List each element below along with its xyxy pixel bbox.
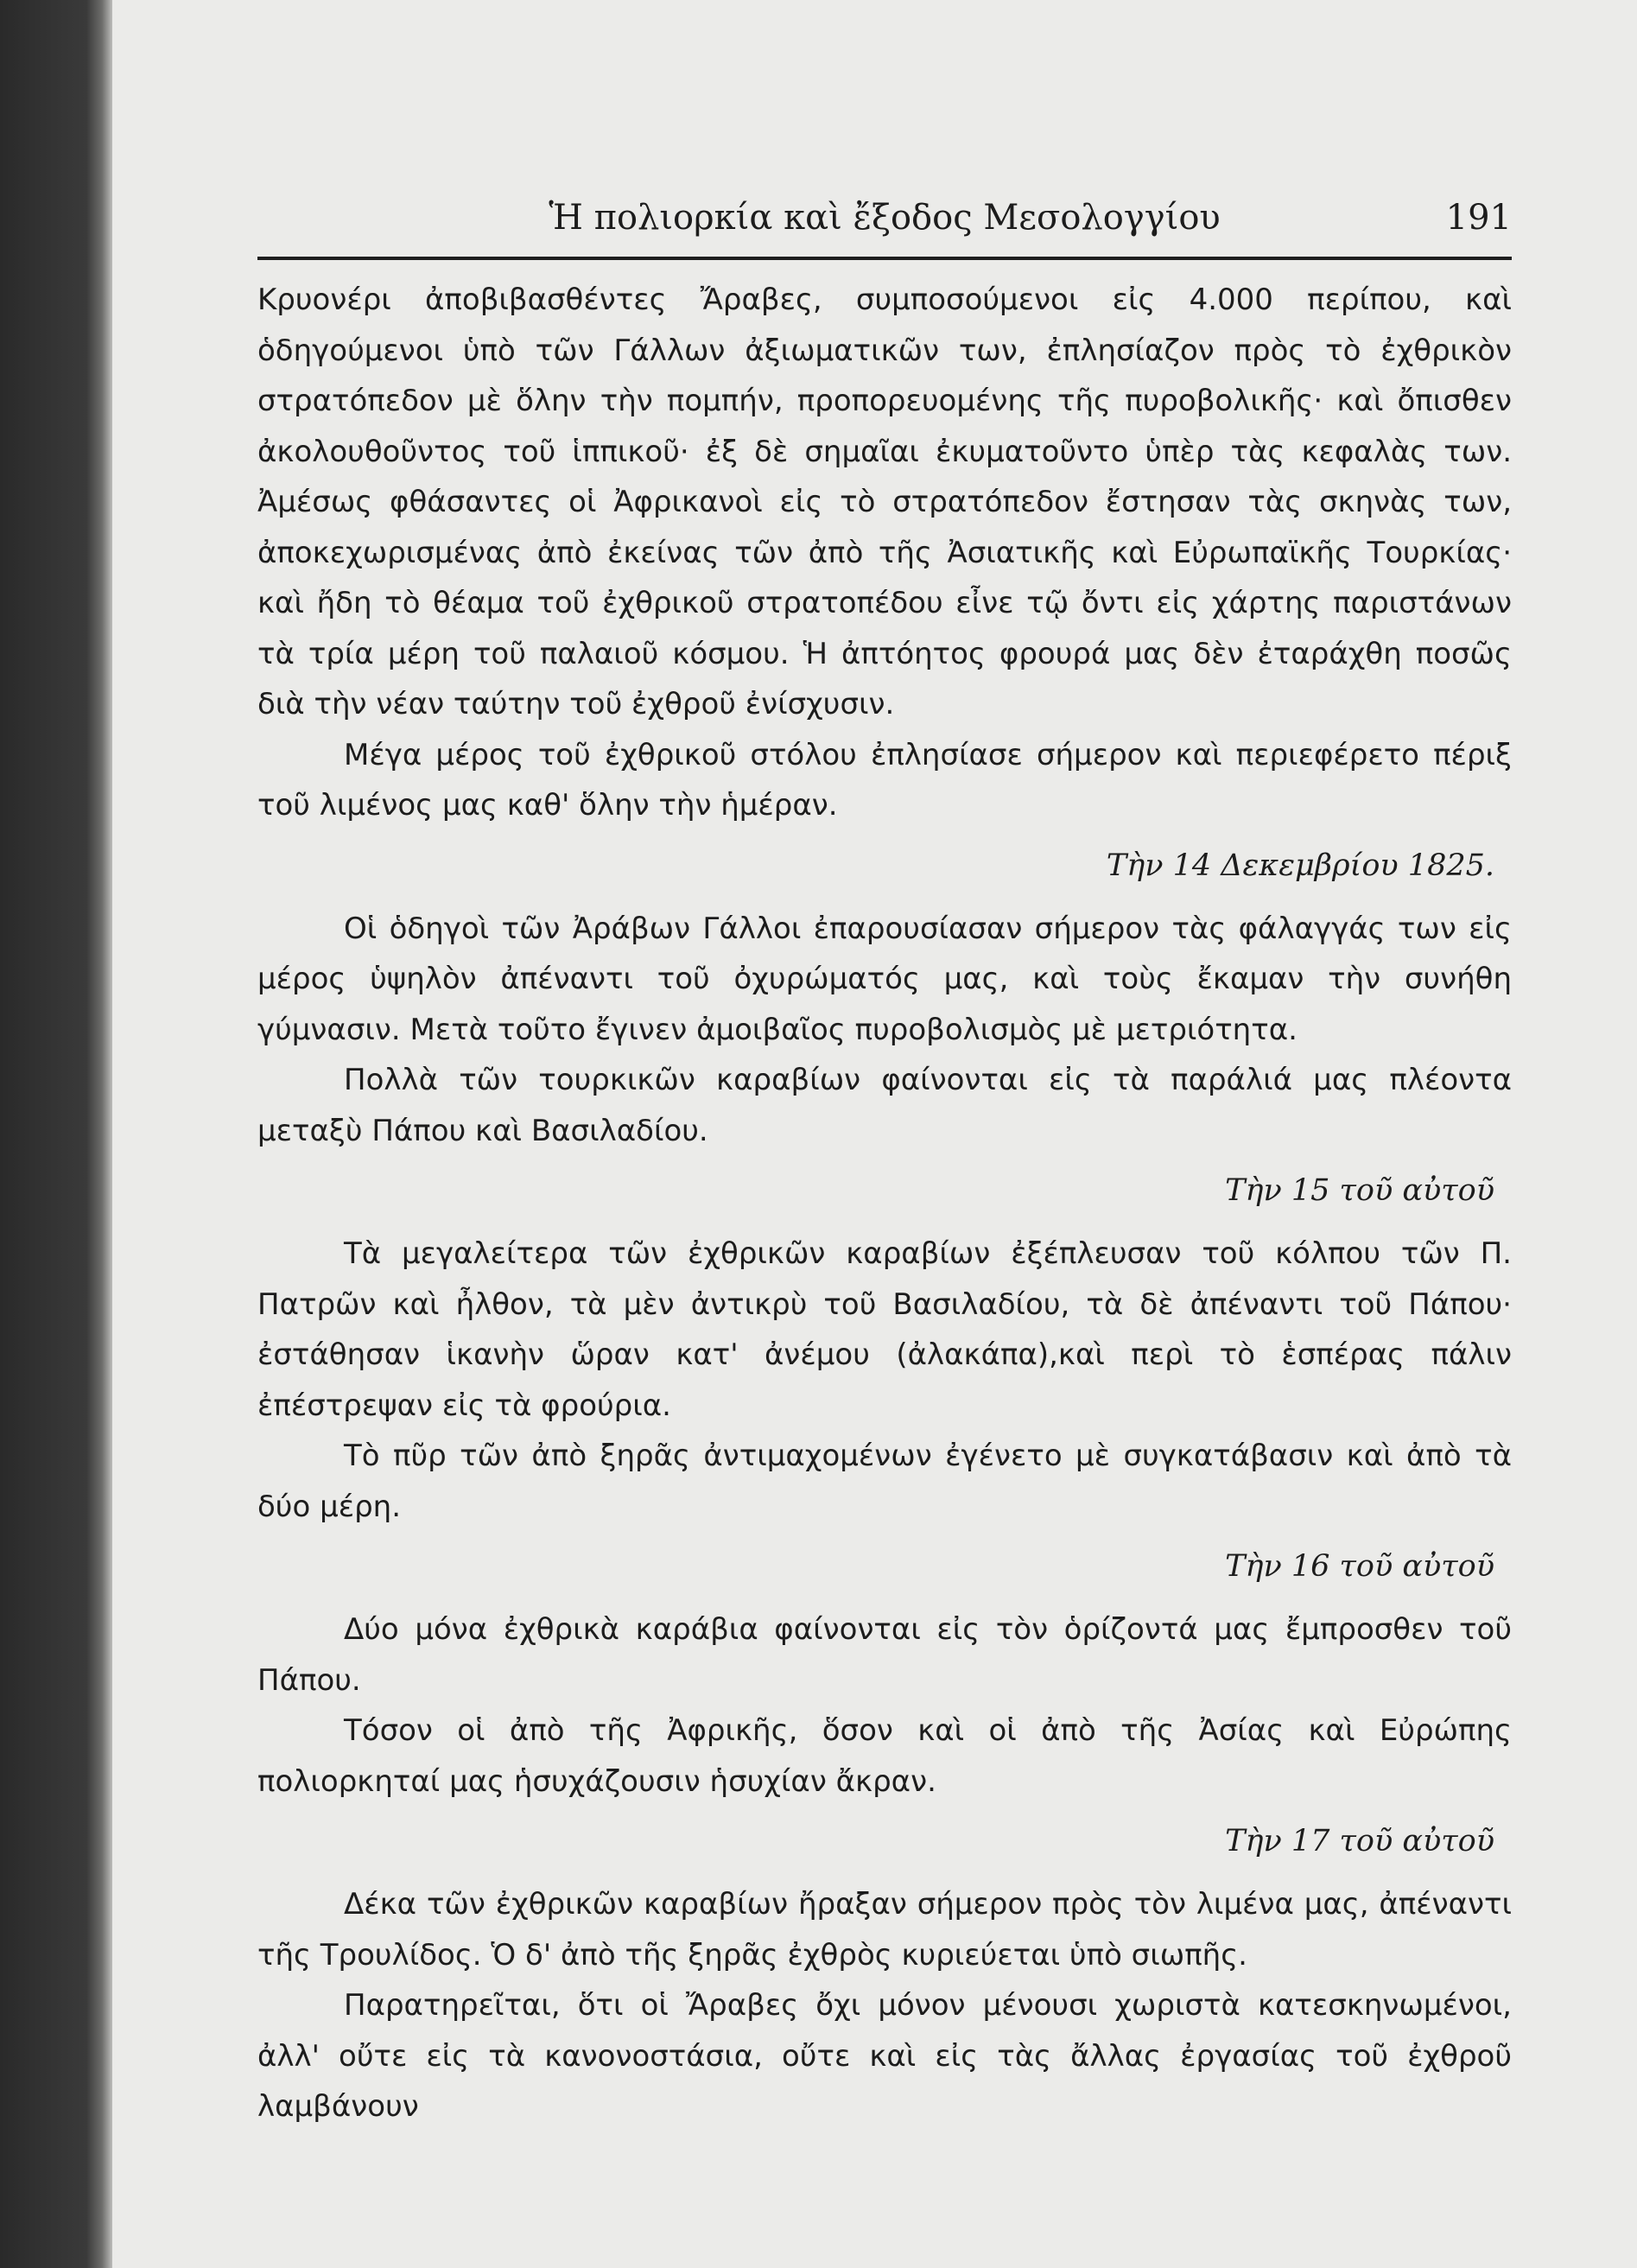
paragraph: Παρατηρεῖται, ὅτι οἱ Ἄραβες ὄχι μόνον μένουσι χωριστὰ κατεσκηνωμένοι, ἀλλ' οὔτε εἰς τὰ κανονοστάσια, οὔτε καὶ εἰς τὰς ἄλλας ἐργασίας τοῦ ἐχθροῦ λαμβάνουν [257, 1988, 1512, 2124]
paragraph: Δέκα τῶν ἐχθρικῶν καραβίων ἤραξαν σήμερον πρὸς τὸν λιμένα μας, ἀπέναντι τῆς Τρουλίδος. Ὁ δ' ἀπὸ τῆς ξηρᾶς ἐχθρὸς κυριεύεται ὑπὸ σιωπῆς. [257, 1887, 1512, 1973]
page-header [257, 192, 1512, 252]
paragraph: Πολλὰ τῶν τουρκικῶν καραβίων φαίνονται εἰς τὰ παράλιά μας πλέοντα μεταξὺ Πάπου καὶ Βασιλαδίου. [257, 1063, 1512, 1148]
diary-date: Τὴν 16 τοῦ αὐτοῦ [1225, 1549, 1494, 1584]
diary-date: Τὴν 17 τοῦ αὐτοῦ [1225, 1824, 1494, 1858]
paragraph: Τὰ μεγαλείτερα τῶν ἐχθρικῶν καραβίων ἐξέπλευσαν τοῦ κόλπου τῶν Π. Πατρῶν καὶ ἦλθον, τὰ μὲν ἀντικρὺ τοῦ Βασιλαδίου, τὰ δὲ ἀπέναντι τοῦ Πάπου· ἐστάθησαν ἱκανὴν ὥραν κατ' ἀνέμου (ἀλακάπα),καὶ περὶ τὸ ἑσπέρας πάλιν ἐπέστρεψαν εἰς τὰ φρούρια. [257, 1236, 1512, 1423]
paragraph: Δύο μόνα ἐχθρικὰ καράβια φαίνονται εἰς τὸν ὁρίζοντά μας ἔμπροσθεν τοῦ Πάπου. [257, 1612, 1512, 1698]
paragraph: Μέγα μέρος τοῦ ἐχθρικοῦ στόλου ἐπλησίασε σήμερον καὶ περιεφέρετο πέριξ τοῦ λιμένος μας καθ' ὅλην τὴν ἡμέραν. [257, 737, 1512, 823]
paragraph: Οἱ ὁδηγοὶ τῶν Ἀράβων Γάλλοι ἐπαρουσίασαν σήμερον τὰς φάλαγγάς των εἰς μέρος ὑψηλὸν ἀπέναντι τοῦ ὀχυρώματός μας, καὶ τοὺς ἔκαμαν τὴν συνήθη γύμνασιν. Μετὰ τοῦτο ἔγινεν ἀμοιβαῖος πυροβολισμὸς μὲ μετριότητα. [257, 911, 1512, 1047]
page-number: 191 [1445, 198, 1512, 238]
diary-date: Τὴν 14 Δεκεμβρίου 1825. [1106, 848, 1494, 883]
body-text [257, 275, 1512, 2132]
paragraph: Τόσον οἱ ἀπὸ τῆς Ἀφρικῆς, ὅσον καὶ οἱ ἀπὸ τῆς Ἀσίας καὶ Εὐρώπης πολιορκηταί μας ἡσυχάζουσιν ἡσυχίαν ἄκραν. [257, 1713, 1512, 1799]
diary-date: Τὴν 15 τοῦ αὐτοῦ [1225, 1173, 1494, 1208]
paragraph-continuation: Κρυονέρι ἀποβιβασθέντες Ἄραβες, συμποσούμενοι εἰς 4.000 περίπου, καὶ ὁδηγούμενοι ὑπὸ τῶν Γάλλων ἀξιωματικῶν των, ἐπλησίαζον πρὸς τὸ ἐχθρικὸν στρατόπεδον μὲ ὅλην τὴν πομπήν, προπορευομένης τῆς πυροβολικῆς· καὶ ὄπισθεν ἀκολουθοῦντος τοῦ ἱππικοῦ· ἐξ δὲ σημαῖαι ἐκυματοῦντο ὑπὲρ τὰς κεφαλὰς των. Ἀμέσως φθάσαντες οἱ Ἀφρικανοὶ εἰς τὸ στρατόπεδον ἔστησαν τὰς σκηνὰς των, ἀποκεχωρισμένας ἀπὸ ἐκείνας τῶν ἀπὸ τῆς Ἀσιατικῆς καὶ Εὐρωπαϊκῆς Τουρκίας· καὶ ἤδη τὸ θέαμα τοῦ ἐχθρικοῦ στρατοπέδου εἶνε τῷ ὄντι εἰς χάρτης παριστάνων τὰ τρία μέρη τοῦ παλαιοῦ κόσμου. Ἡ ἀπτόητος φρουρά μας δὲν ἐταράχθη ποσῶς διὰ τὴν νέαν ταύτην τοῦ ἐχθροῦ ἐνίσχυσιν. [257, 283, 1512, 721]
header-rule [257, 257, 1512, 260]
book-binding-shadow [0, 0, 112, 2268]
running-title: Ἡ πολιορκία καὶ ἔξοδος Μεσολογγίου [549, 198, 1221, 238]
paragraph: Τὸ πῦρ τῶν ἀπὸ ξηρᾶς ἀντιμαχομένων ἐγένετο μὲ συγκατάβασιν καὶ ἀπὸ τὰ δύο μέρη. [257, 1439, 1512, 1524]
